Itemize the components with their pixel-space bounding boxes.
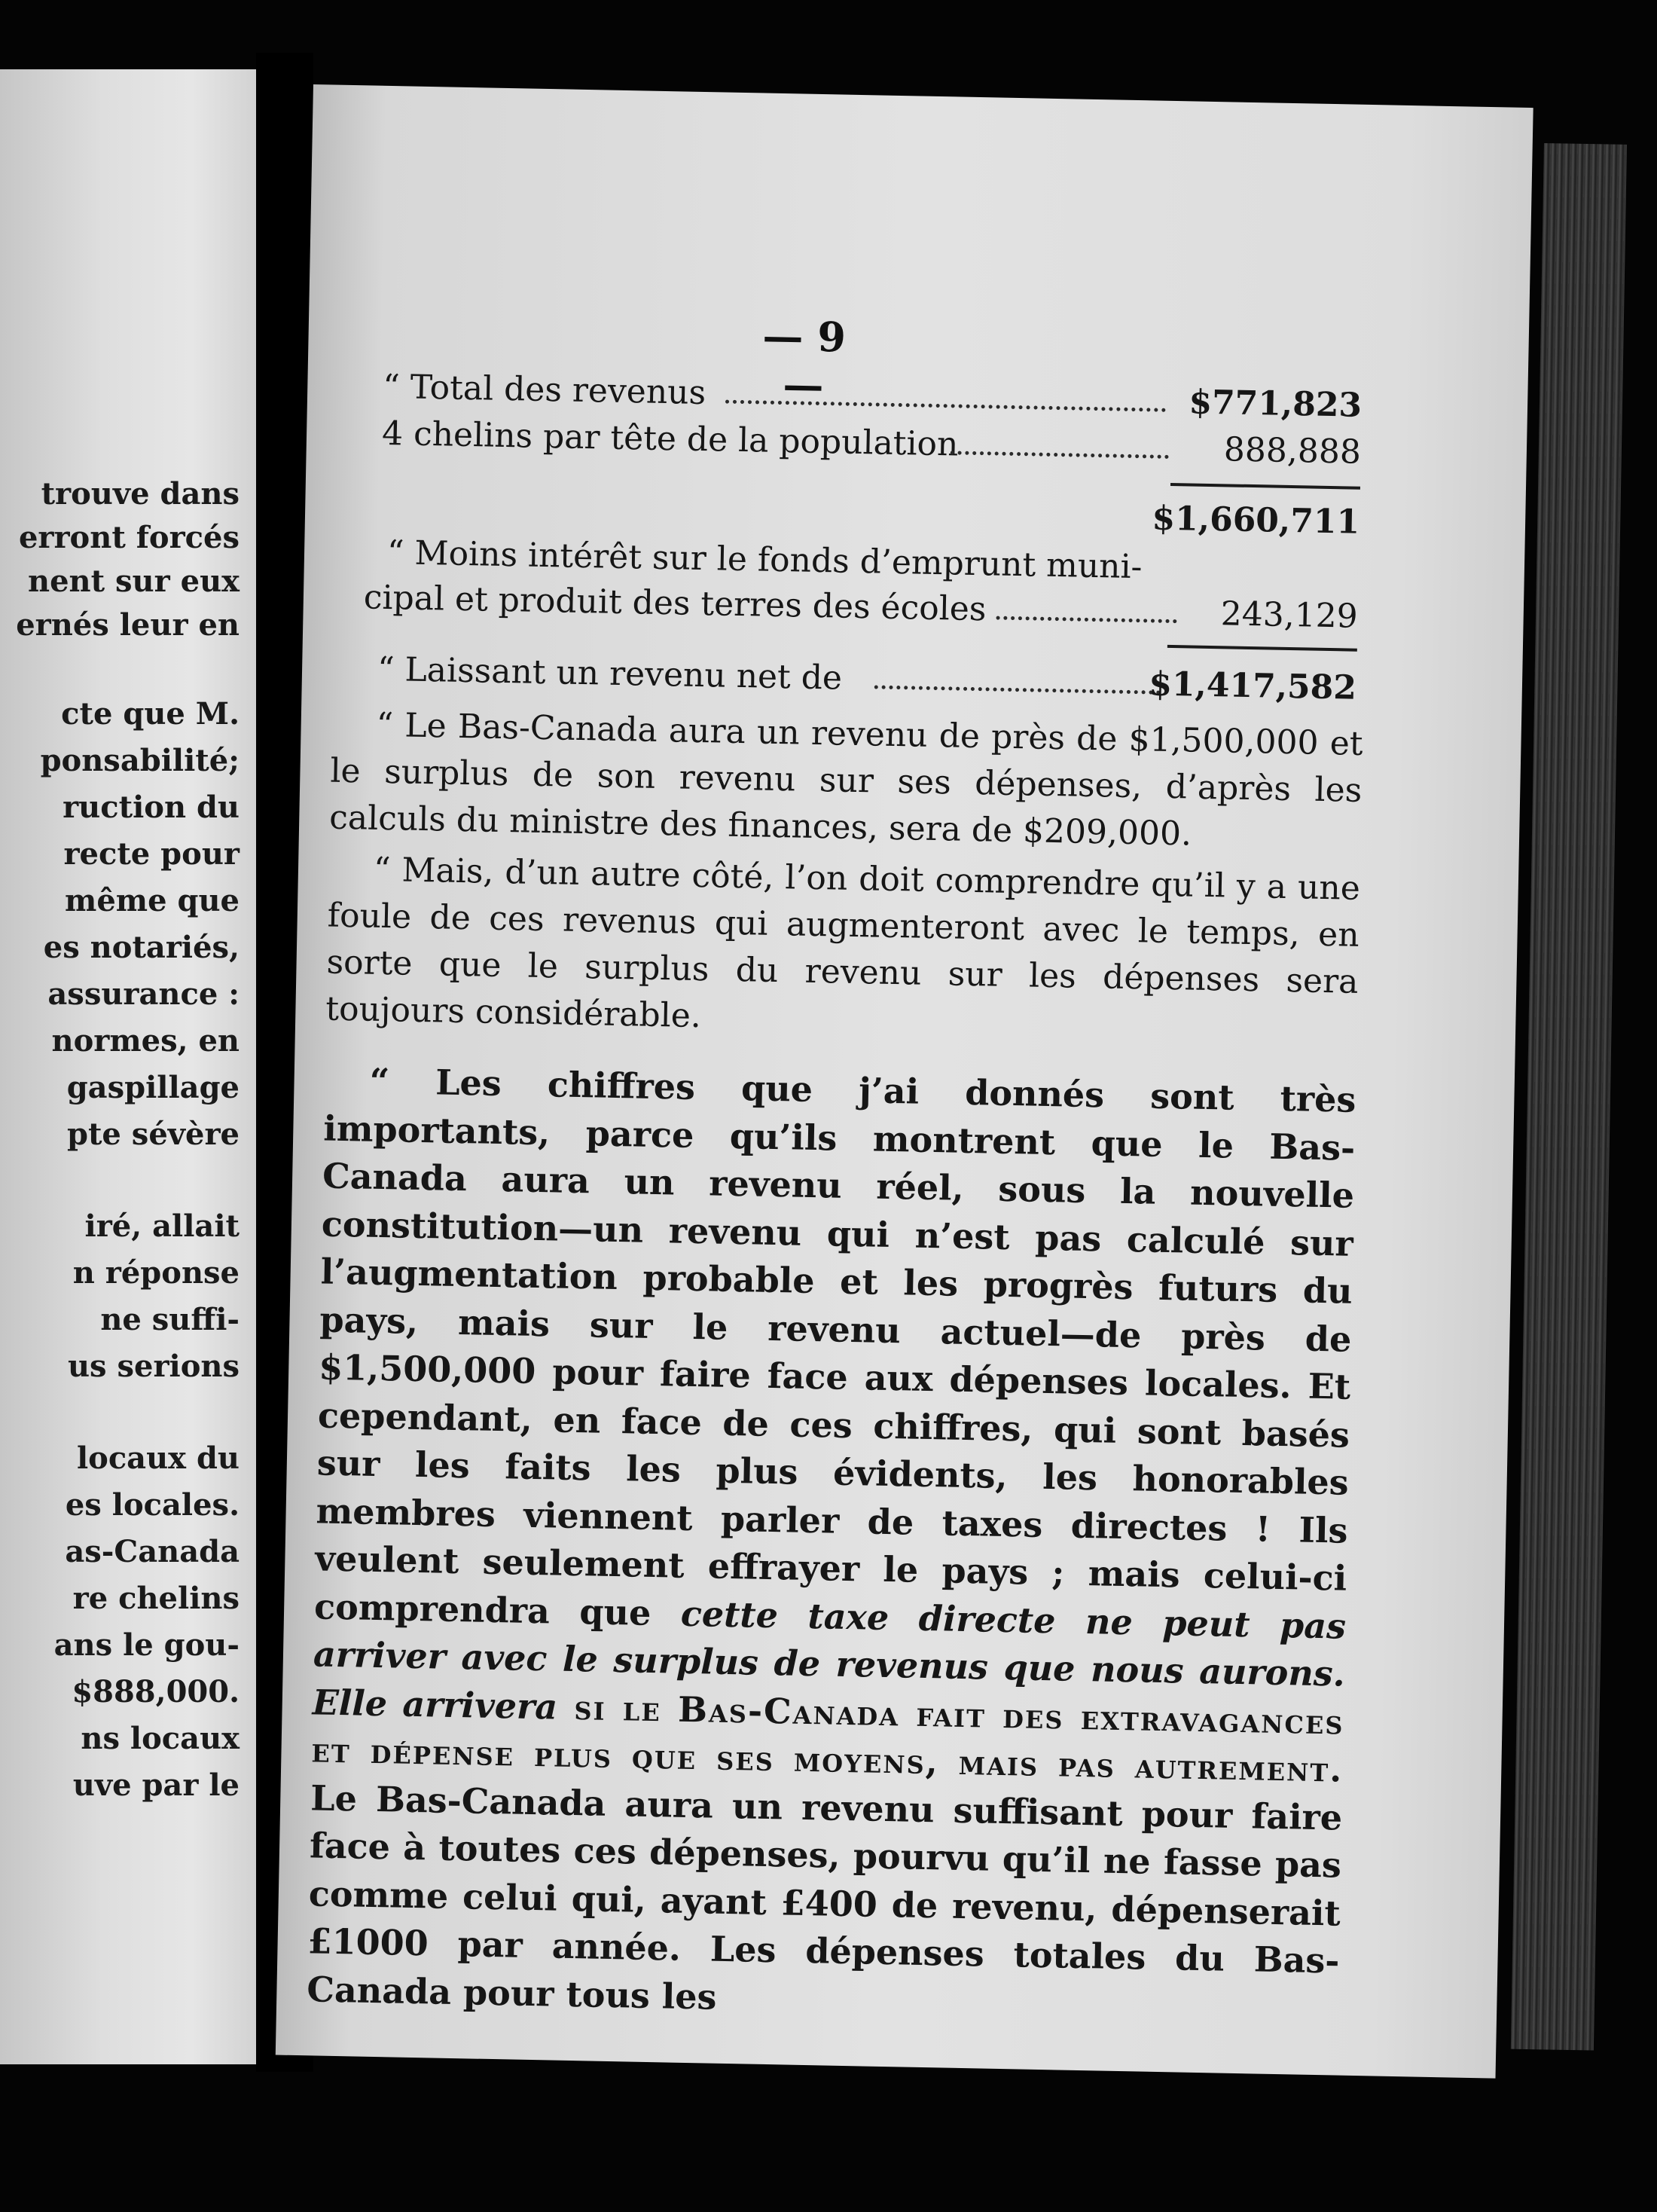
facing-page-line: gaspillage [66, 1070, 240, 1105]
facing-page-line: re chelins [72, 1581, 240, 1616]
facing-page-line: ne suffi- [100, 1302, 240, 1337]
ledger-row-net [377, 647, 1357, 711]
facing-page-line: trouve dans [41, 476, 240, 512]
facing-page-line: assurance : [47, 976, 240, 1012]
ledger-amount: $1,660,711 [1152, 499, 1360, 542]
facing-page-left [0, 69, 256, 2064]
facing-page-line: n réponse [72, 1255, 240, 1291]
ledger-label: 4 chelins par tête de la population [381, 414, 959, 464]
paragraph-3-small-caps: si le Bas-Canada fait des extravagances et dépense plus que ses moyens, mais pas autrement. [311, 1686, 1345, 1790]
facing-page-line: locaux du [76, 1441, 240, 1476]
facing-page-line: ruction du [63, 790, 240, 825]
ledger-amount: $771,823 [1189, 383, 1363, 425]
leader-dots [725, 400, 1166, 412]
paragraph-3-text-b: Le Bas-Canada aura un revenu suffisant pour faire face à toutes ces dépenses, pourvu qu’il ne fasse pas comme celui qui, ayant £400 de revenu, dépenserait £1000 par année. Les dépenses totales du Bas-Canada pour tous les [306, 1777, 1343, 2018]
facing-page-line: uve par le [72, 1767, 240, 1803]
page-block-edge [1511, 143, 1627, 2051]
facing-page-line: erront forcés [18, 520, 240, 555]
leader-dots [874, 685, 1161, 694]
ledger-label: “ Moins intérêt sur le fonds d’emprunt muni- [386, 533, 1143, 587]
paragraph-3-italic: cette taxe directe ne peut pas arriver avec le surplus de revenus que nous aurons. Elle arrivera [312, 1593, 1347, 1728]
facing-page-line: pte sévère [66, 1117, 240, 1152]
sum-rule [1170, 483, 1360, 490]
ledger-amount: 243,129 [1220, 594, 1359, 636]
facing-page-line: ponsabilité; [40, 743, 240, 778]
paragraph-2: “ Mais, d’un autre côté, l’on doit comprendre qu’il y a une foule de ces revenus qui augmenteront avec le temps, en sorte que le surplus du revenu sur les dépenses sera toujours considérable. [325, 850, 1361, 1036]
paragraph-1: “ Le Bas-Canada aura un revenu de près de $1,500,000 et le surplus de son revenu sur ses dépenses, d’après les calculs du ministre des finances, sera de $209,000. [328, 705, 1363, 854]
facing-page-line: ans le gou- [53, 1627, 240, 1663]
facing-page-line: es notariés, [43, 930, 240, 965]
page-9 [276, 84, 1533, 2079]
facing-page-line: normes, en [51, 1023, 240, 1059]
facing-page-line: ns locaux [81, 1721, 240, 1756]
facing-page-line: ernés leur en [16, 607, 240, 643]
paragraph-3-text-a: “ Les chiffres que j’ai donnés sont très importants, parce qu’ils montrent que le Bas-Canada aura un revenu réel, sous la nouvelle constitution—un revenu qui n’est pas calculé sur l’augmentation probable et les progrès futurs du pays, mais sur le revenu actuel—de près de $1,500,000 pour faire face aux dépenses locales. Et cependant, en face de ces chiffres, qui sont basés sur les faits les plus évidents, les honorables membres viennent parler de taxes directes ! Ils veulent seulement effrayer le pays ; mais celui-ci comprendra que [313, 1060, 1356, 1634]
ledger-amount: $1,417,582 [1148, 665, 1357, 707]
leader-dots [996, 616, 1177, 624]
facing-page-line: nent sur eux [28, 564, 240, 599]
ledger-label: “ Laissant un revenu net de [377, 649, 843, 698]
facing-page-line: es locales. [65, 1487, 240, 1523]
facing-page-line: $888,000. [72, 1674, 240, 1709]
facing-page-line: as-Canada [65, 1534, 240, 1569]
facing-page-line: recte pour [63, 836, 240, 872]
ledger-amount: 888,888 [1223, 430, 1362, 472]
paragraph-3 [307, 1057, 1356, 2033]
leader-dots [951, 451, 1169, 459]
facing-page-line: même que [65, 883, 240, 918]
facing-page-line: iré, allait [84, 1208, 240, 1244]
page-number: — 9 — [761, 311, 847, 410]
ledger-label: cipal et produit des terres des écoles [363, 578, 987, 629]
net-rule [1167, 645, 1357, 652]
facing-page-line: cte que M. [61, 696, 240, 732]
ledger-label: “ Total des revenus [382, 367, 706, 413]
facing-page-line: us serions [67, 1349, 240, 1384]
